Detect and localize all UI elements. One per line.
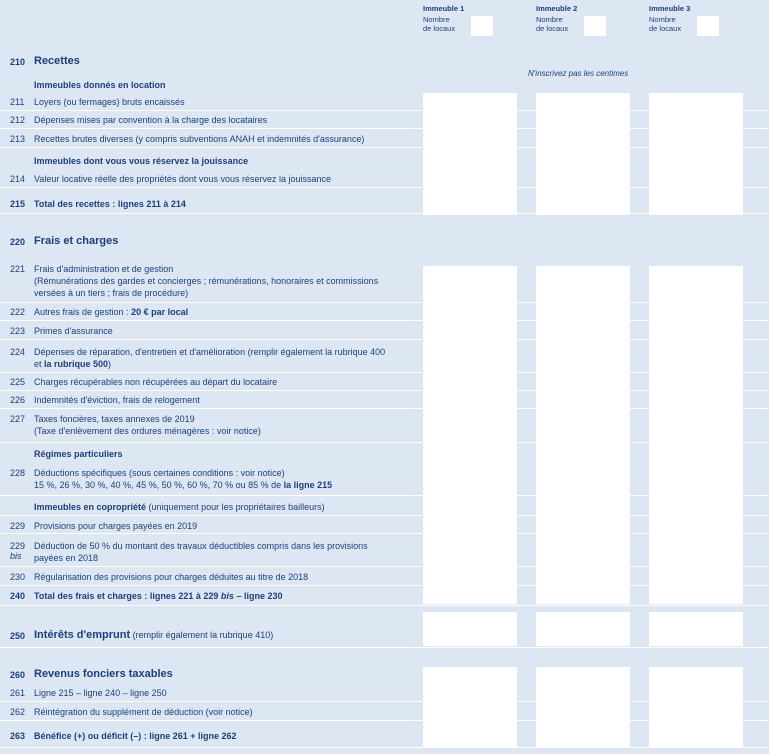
row-divider	[0, 647, 769, 648]
text-part: 20 € par local	[131, 307, 189, 317]
line-number: 222	[10, 307, 26, 317]
text-part: la ligne 215	[283, 480, 333, 490]
line-label-228: Déductions spécifiques (sous certaines conditions : voir notice)	[34, 468, 285, 478]
amount-column-2-interets[interactable]	[536, 612, 630, 646]
line-label-221-detail: versées à un tiers ; frais de procédure)	[34, 288, 189, 298]
amount-column-3-block-frais[interactable]	[649, 266, 743, 604]
line-number: 224	[10, 347, 26, 357]
line-label-262: Réintégration du supplément de déduction (voir notice)	[34, 707, 253, 717]
line-number: 228	[10, 468, 26, 478]
line-label-222	[34, 307, 188, 318]
row-divider	[0, 515, 769, 516]
line-number: 225	[10, 377, 26, 387]
section-title-recettes: Recettes	[34, 55, 80, 67]
line-label-221-detail: (Rémunérations des gardes et concierges ; rémunérations, honoraires et commissions	[34, 276, 379, 286]
line-label-225: Charges récupérables non récupérées au départ du locataire	[34, 377, 278, 387]
column-title: Immeuble 3	[649, 4, 691, 13]
line-label-212: Dépenses mises par convention à la charge des locataires	[34, 115, 268, 125]
row-divider	[0, 747, 769, 748]
amount-column-1-interets[interactable]	[423, 612, 517, 646]
text-part: et	[34, 359, 45, 369]
text-part: Total des frais et charges : lignes 221 à 229	[34, 591, 221, 601]
text-part: Immeubles en copropriété	[34, 502, 147, 512]
line-label-223: Primes d'assurance	[34, 326, 113, 336]
text-part: bis	[220, 591, 234, 601]
line-label-263: Bénéfice (+) ou déficit (–) : ligne 261 + ligne 262	[34, 731, 237, 741]
row-divider	[0, 372, 769, 373]
row-divider	[0, 408, 769, 409]
amount-column-2-block-recettes[interactable]	[536, 93, 630, 215]
column-sub: Nombre	[423, 15, 450, 24]
line-label-214: Valeur locative réelle des propriétés dont vous vous réservez la jouissance	[34, 174, 331, 184]
row-divider	[0, 339, 769, 340]
row-divider	[0, 566, 769, 567]
line-number: 226	[10, 395, 26, 405]
line-label-224-detail	[34, 359, 111, 370]
line-number: 229	[10, 541, 26, 551]
line-label-240	[34, 591, 282, 602]
line-label-228-detail	[34, 480, 332, 491]
line-label-229bis: Déduction de 50 % du montant des travaux déductibles compris dans les provisions	[34, 541, 368, 551]
line-number: 223	[10, 326, 26, 336]
row-divider	[0, 390, 769, 391]
line-number-bis: bis	[10, 551, 22, 561]
row-divider	[0, 605, 769, 606]
section-number: 210	[10, 57, 26, 67]
column-sub: Nombre	[536, 15, 563, 24]
line-label-213: Recettes brutes diverses (y compris subventions ANAH et indemnités d'assurance)	[34, 134, 365, 144]
row-divider	[0, 533, 769, 534]
subheading-jouissance: Immeubles dont vous vous réservez la jouissance	[34, 156, 249, 166]
row-divider	[0, 302, 769, 303]
subheading-regimes: Régimes particuliers	[34, 449, 123, 459]
text-part: (uniquement pour les propriétaires bailleurs)	[146, 502, 325, 512]
amount-column-1-block-recettes[interactable]	[423, 93, 517, 215]
section-title-frais: Frais et charges	[34, 235, 119, 247]
line-label-227-detail: (Taxe d'enlèvement des ordures ménagères : voir notice)	[34, 426, 261, 436]
amount-column-3-block-recettes[interactable]	[649, 93, 743, 215]
row-divider	[0, 187, 769, 188]
column-sub: de locaux	[649, 24, 682, 33]
text-part: Intérêts d'emprunt	[34, 629, 131, 641]
line-label-215: Total des recettes : lignes 211 à 214	[34, 199, 186, 209]
row-divider	[0, 147, 769, 148]
subheading-copropriete	[34, 502, 325, 513]
line-number: 230	[10, 572, 26, 582]
amount-column-2-block-revenus[interactable]	[536, 667, 630, 747]
line-number: 229	[10, 521, 26, 531]
locaux-count-input-3[interactable]	[697, 16, 719, 36]
line-label-230: Régularisation des provisions pour charges déduites au titre de 2018	[34, 572, 309, 582]
line-label-224: Dépenses de réparation, d'entretien et d'amélioration (remplir également la rubrique 400	[34, 347, 386, 357]
line-label-261: Ligne 215 – ligne 240 – ligne 250	[34, 688, 167, 698]
line-label-227: Taxes foncières, taxes annexes de 2019	[34, 414, 195, 424]
row-divider	[0, 585, 769, 586]
section-number: 220	[10, 237, 26, 247]
amount-column-2-block-frais[interactable]	[536, 266, 630, 604]
row-divider	[0, 110, 769, 111]
line-number: 214	[10, 174, 26, 184]
amount-column-3-block-revenus[interactable]	[649, 667, 743, 747]
line-label-229: Provisions pour charges payées en 2019	[34, 521, 198, 531]
text-part: Autres frais de gestion :	[34, 307, 132, 317]
section-title-revenus: Revenus fonciers taxables	[34, 668, 173, 680]
line-number: 211	[10, 97, 25, 107]
text-part: )	[108, 359, 112, 369]
locaux-count-input-1[interactable]	[471, 16, 493, 36]
text-part: (remplir également la rubrique 410)	[130, 630, 274, 640]
row-divider	[0, 442, 769, 443]
line-label-211: Loyers (ou fermages) bruts encaissés	[34, 97, 185, 107]
row-divider	[0, 701, 769, 702]
row-divider	[0, 320, 769, 321]
line-number: 212	[10, 115, 26, 125]
line-number: 262	[10, 707, 26, 717]
row-divider	[0, 495, 769, 496]
row-divider	[0, 720, 769, 721]
line-number: 263	[10, 731, 26, 741]
line-label-229bis-detail: payées en 2018	[34, 553, 99, 563]
line-number: 221	[10, 264, 26, 274]
locaux-count-input-2[interactable]	[584, 16, 606, 36]
line-number: 227	[10, 414, 26, 424]
line-label-221: Frais d'administration et de gestion	[34, 264, 174, 274]
column-sub: de locaux	[423, 24, 456, 33]
column-sub: Nombre	[649, 15, 676, 24]
line-number: 240	[10, 591, 26, 601]
line-number: 261	[10, 688, 26, 698]
amount-column-1-block-revenus[interactable]	[423, 667, 517, 747]
column-title: Immeuble 2	[536, 4, 578, 13]
column-sub: de locaux	[536, 24, 569, 33]
section-title-interets	[34, 629, 273, 642]
section-number: 260	[10, 670, 26, 680]
amount-column-1-block-frais[interactable]	[423, 266, 517, 604]
row-divider	[0, 128, 769, 129]
amount-column-3-interets[interactable]	[649, 612, 743, 646]
text-part: 15 %, 26 %, 30 %, 40 %, 45 %, 50 %, 60 %, 70 % ou 85 % de	[34, 480, 284, 490]
line-number: 215	[10, 199, 26, 209]
section-number: 250	[10, 631, 26, 641]
text-part: – ligne 230	[233, 591, 283, 601]
row-divider	[0, 213, 769, 214]
centimes-note: N'inscrivez pas les centimes	[528, 69, 629, 78]
subheading-location: Immeubles donnés en location	[34, 80, 166, 90]
text-part: la rubrique 500	[44, 359, 109, 369]
line-number: 213	[10, 134, 26, 144]
line-label-226: Indemnités d'éviction, frais de relogement	[34, 395, 200, 405]
column-title: Immeuble 1	[423, 4, 465, 13]
